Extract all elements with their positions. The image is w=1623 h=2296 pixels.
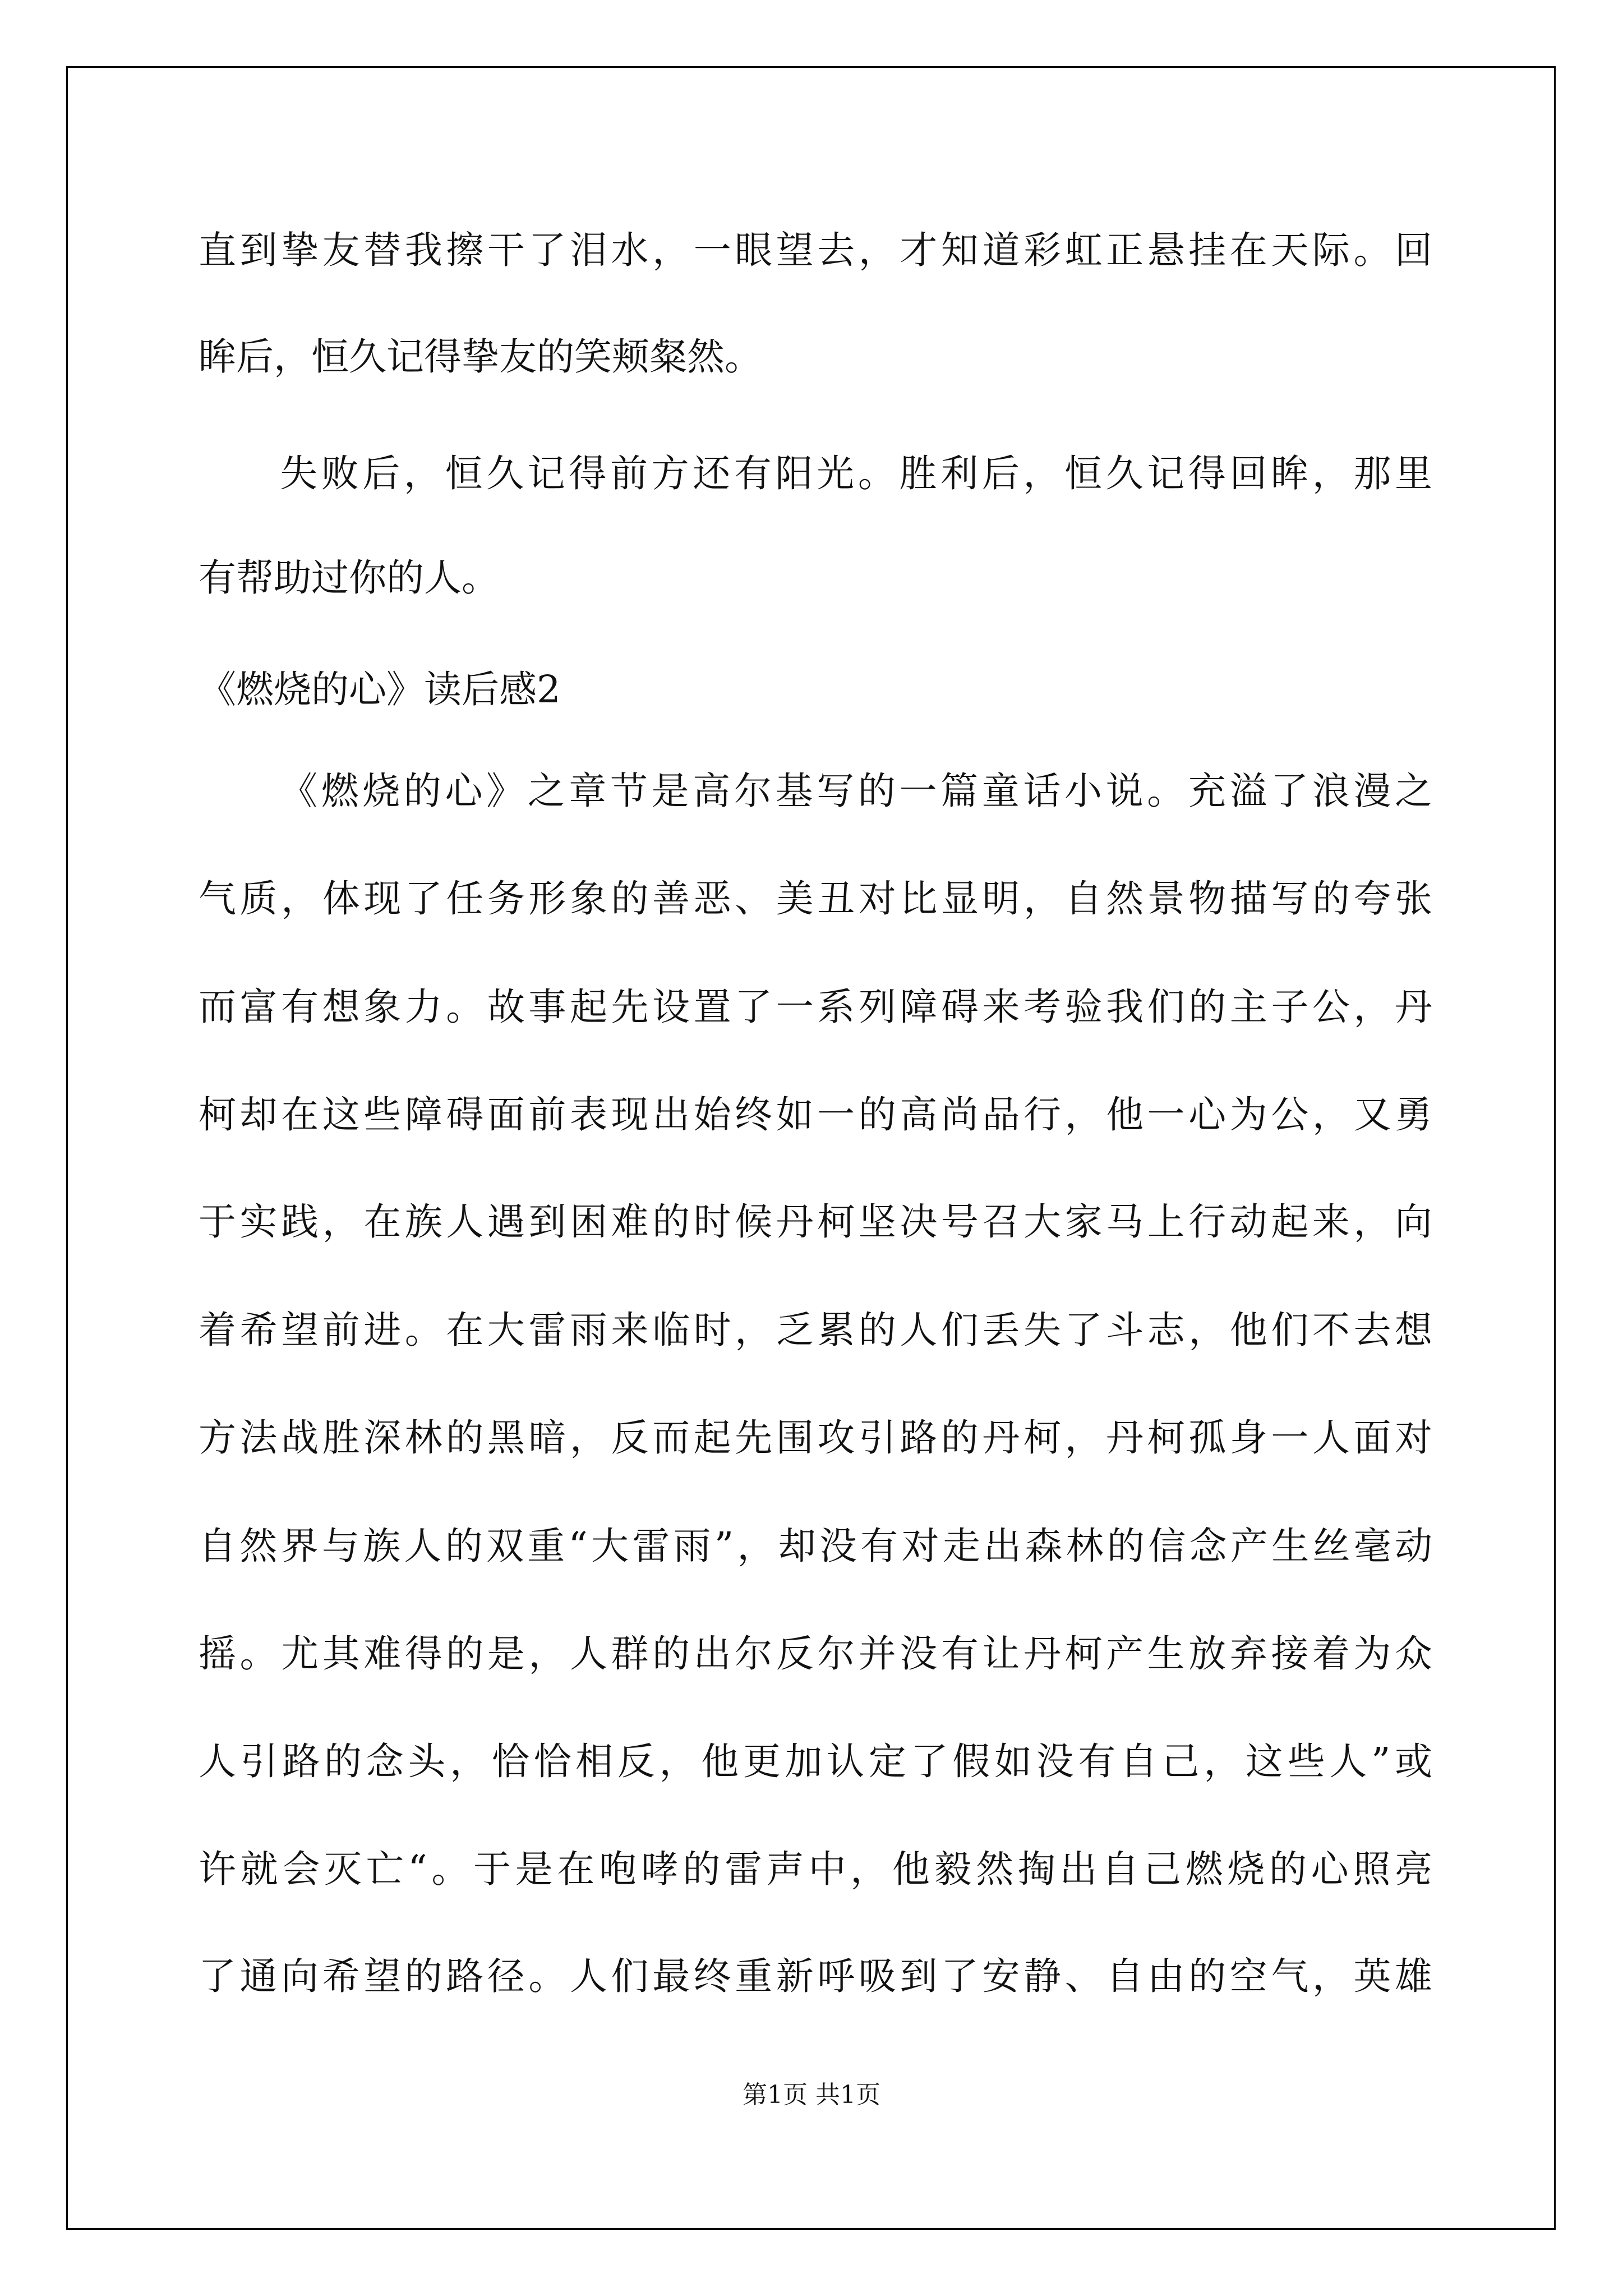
paragraph-line: 柯却在这些障碍面前表现出始终如一的高尚品行，他一心为公，又勇 [199,1093,1432,1137]
paragraph-line: 有帮助过你的人。 [199,556,499,600]
paragraph-line: 而富有想象力。故事起先设置了一系列障碍来考验我们的主子公，丹 [199,985,1432,1029]
paragraph-line: 于实践，在族人遇到困难的时候丹柯坚决号召大家马上行动起来，向 [199,1200,1432,1244]
paragraph-line: 自然界与族人的双重“大雷雨”，却没有对走出森林的信念产生丝毫动 [199,1524,1432,1568]
paragraph-line: 许就会灭亡“。于是在咆哮的雷声中，他毅然掏出自己燃烧的心照亮 [199,1847,1432,1891]
paragraph-line: 失败后，恒久记得前方还有阳光。胜利后，恒久记得回眸，那里 [280,452,1432,495]
paragraph-line: 了通向希望的路径。人们最终重新呼吸到了安静、自由的空气，英雄 [199,1954,1432,1998]
paragraph-line: 气质，体现了任务形象的善恶、美丑对比显明，自然景物描写的夸张 [199,877,1432,921]
paragraph-line: 方法战胜深林的黑暗，反而起先围攻引路的丹柯，丹柯孤身一人面对 [199,1416,1432,1460]
section-heading: 《燃烧的心》读后感2 [199,668,561,711]
paragraph-line: 人引路的念头，恰恰相反，他更加认定了假如没有自己，这些人”或 [199,1740,1432,1783]
paragraph-line: 直到挚友替我擦干了泪水，一眼望去，才知道彩虹正悬挂在天际。回 [199,228,1432,272]
paragraph-line: 眸后，恒久记得挚友的笑颊粲然。 [199,335,762,379]
paragraph-line: 着希望前进。在大雷雨来临时，乏累的人们丢失了斗志，他们不去想 [199,1308,1432,1352]
page-footer: 第1页 共1页 [743,2081,880,2109]
paragraph-line: 摇。尤其难得的是，人群的出尔反尔并没有让丹柯产生放弃接着为众 [199,1632,1432,1676]
paragraph-line: 《燃烧的心》之章节是高尔基写的一篇童话小说。充溢了浪漫之 [280,769,1432,813]
